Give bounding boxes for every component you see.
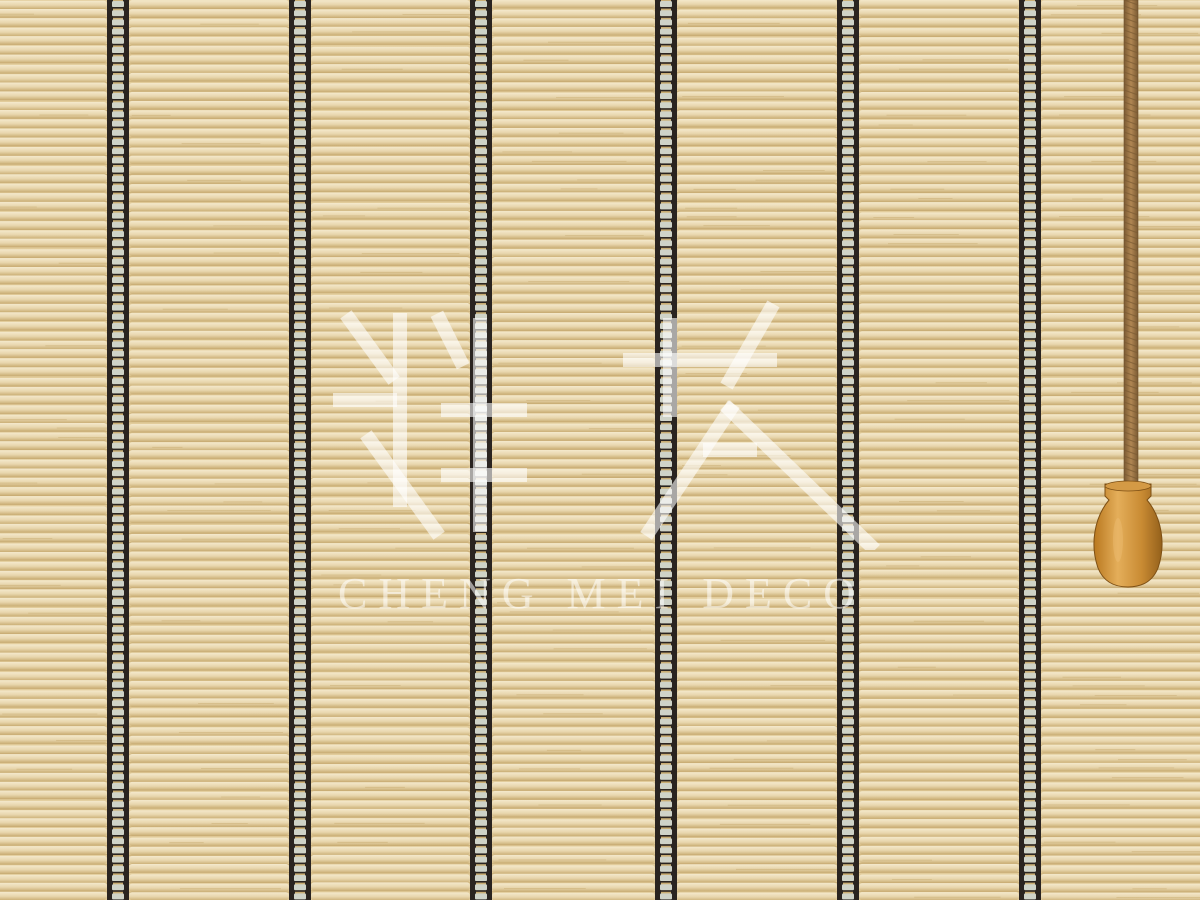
pull-cord-icon[interactable]: [1124, 0, 1138, 491]
watermark-text: CHENG MEI DECO: [338, 569, 866, 618]
